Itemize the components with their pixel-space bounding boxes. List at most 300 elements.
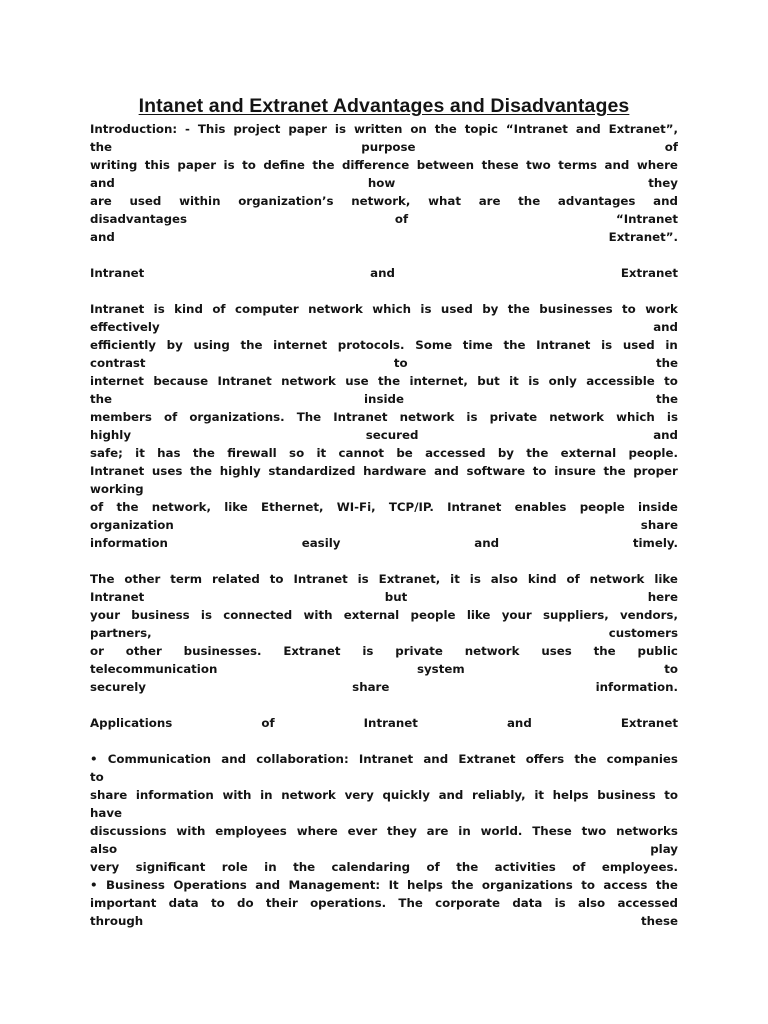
word: very [90, 860, 120, 874]
word: accessed [617, 896, 678, 910]
word: Intranet [358, 752, 414, 766]
word: networks [616, 824, 678, 838]
word: two [581, 824, 607, 838]
word: Business [106, 878, 165, 892]
word: Intranet [536, 338, 591, 352]
word: also [90, 842, 118, 856]
text-line [90, 498, 678, 516]
word: term [170, 572, 203, 586]
word: inside [364, 392, 404, 406]
word: advantages [557, 194, 636, 208]
word: the [603, 464, 626, 478]
word: Intranet [90, 590, 145, 604]
word: network [308, 302, 363, 316]
word: The [296, 410, 322, 424]
word: of [163, 410, 178, 424]
word: ever [347, 824, 378, 838]
word: reliably, [472, 788, 526, 802]
text-line [90, 120, 678, 138]
text-line [90, 588, 678, 606]
word: other [125, 644, 162, 658]
word: where [296, 824, 338, 838]
word: offers [525, 752, 565, 766]
word: organization’s [238, 194, 334, 208]
word: highly [219, 464, 261, 478]
word: is [666, 410, 678, 424]
text-line [90, 336, 678, 354]
word: protocols. [337, 338, 405, 352]
word: it [135, 446, 145, 460]
document-page [90, 94, 678, 930]
word: Extranet”, [608, 122, 678, 136]
word: is [334, 122, 346, 136]
word: securely [90, 680, 146, 694]
word: employees [215, 824, 287, 838]
word: are [90, 194, 112, 208]
word: public [637, 644, 678, 658]
word: Ethernet, [261, 500, 324, 514]
word: of [394, 212, 409, 226]
word: but [477, 374, 500, 388]
word: connected [223, 608, 293, 622]
text-line [90, 462, 678, 480]
word: to [393, 356, 408, 370]
word: which [616, 410, 655, 424]
word: network [464, 644, 520, 658]
word: network, [151, 500, 211, 514]
word: writing [90, 158, 138, 172]
word: so [289, 446, 305, 460]
text-line [90, 516, 678, 534]
word: Intranet [217, 374, 272, 388]
word: between [416, 158, 475, 172]
word: with [176, 824, 206, 838]
word: the [451, 878, 474, 892]
word: and [255, 878, 281, 892]
text-line [90, 822, 678, 840]
word: Intranet [333, 410, 388, 424]
word: used [622, 338, 655, 352]
word: of [90, 500, 104, 514]
word: used [129, 194, 162, 208]
word: the [456, 860, 479, 874]
word: partners, [90, 626, 152, 640]
word: private [489, 410, 538, 424]
word: or [90, 644, 104, 658]
text-line [90, 318, 678, 336]
word: organizations [481, 878, 573, 892]
word: the [655, 356, 678, 370]
word: the [526, 446, 549, 460]
word: people [579, 500, 625, 514]
word: • [90, 752, 98, 766]
word: is [223, 158, 235, 172]
word: accessed [425, 446, 486, 460]
word: WI-Fi, [336, 500, 376, 514]
word: data [512, 896, 543, 910]
word: uses [151, 464, 183, 478]
word: significant [135, 860, 206, 874]
word: easily [301, 536, 341, 550]
word: information [135, 788, 214, 802]
text-line [90, 660, 678, 678]
word: the [192, 446, 215, 460]
word: enables [514, 500, 567, 514]
word: they [648, 176, 678, 190]
text-line [90, 210, 678, 228]
word: businesses [539, 302, 613, 316]
text-line [90, 750, 678, 768]
word: and [90, 230, 115, 244]
word: is [362, 644, 374, 658]
word: business [131, 608, 190, 622]
word: is [153, 302, 165, 316]
word: the [293, 860, 316, 874]
word: Extranet”. [608, 230, 678, 244]
word: important [90, 896, 157, 910]
blank-line [90, 696, 678, 714]
word: and [434, 464, 459, 478]
word: access [603, 878, 648, 892]
word: to [581, 878, 595, 892]
word: where [636, 158, 678, 172]
blank-line [90, 732, 678, 750]
word: the [190, 464, 213, 478]
word: insure [554, 464, 596, 478]
word: to [269, 572, 284, 586]
word: organization [90, 518, 174, 532]
word: like [224, 500, 248, 514]
text-line [90, 786, 678, 804]
word: which [372, 302, 411, 316]
word: paper [288, 122, 327, 136]
word: to [664, 788, 678, 802]
word: Intranet [293, 572, 348, 586]
text-line: to [90, 770, 104, 784]
word: network [281, 374, 336, 388]
word: the [503, 338, 526, 352]
word: work [645, 302, 678, 316]
word: paper [177, 158, 217, 172]
word: how [367, 176, 396, 190]
word: disadvantages [90, 212, 188, 226]
word: firewall [227, 446, 277, 460]
word: “Intranet [505, 122, 568, 136]
word: by [482, 302, 499, 316]
word: also [578, 896, 606, 910]
word: on [410, 122, 427, 136]
word: these [640, 914, 678, 928]
word: and [506, 716, 532, 730]
word: time [462, 338, 493, 352]
text-line [90, 426, 678, 444]
word: are [426, 824, 449, 838]
word: to [210, 896, 225, 910]
text-line [90, 264, 678, 282]
word: it [450, 572, 460, 586]
word: has [157, 446, 181, 460]
word: companies [606, 752, 678, 766]
word: These [532, 824, 572, 838]
word: the [518, 194, 541, 208]
blank-line [90, 246, 678, 264]
word: computer [235, 302, 299, 316]
word: of [664, 140, 678, 154]
document-body [90, 120, 678, 930]
word: within [179, 194, 221, 208]
word: of [212, 302, 226, 316]
word: topic [464, 122, 498, 136]
word: collaboration: [256, 752, 349, 766]
word: quickly [382, 788, 430, 802]
word: suppliers, [542, 608, 609, 622]
word: timely. [632, 536, 678, 550]
word: Operations [173, 878, 247, 892]
word: is [528, 374, 540, 388]
word: uses [541, 644, 572, 658]
text-line [90, 624, 678, 642]
text-line [90, 156, 678, 174]
word: Extranet [458, 752, 516, 766]
word: other [124, 572, 161, 586]
word: cannot [338, 446, 384, 460]
word: the [434, 122, 457, 136]
text-line [90, 858, 678, 876]
word: what [428, 194, 461, 208]
word: is [601, 338, 613, 352]
word: internet [90, 374, 144, 388]
word: to [622, 302, 636, 316]
word: your [90, 608, 121, 622]
word: also [490, 572, 518, 586]
blank-line [90, 282, 678, 300]
text-line [90, 444, 678, 462]
text-line [90, 372, 678, 390]
word: and [90, 176, 115, 190]
word: and [474, 536, 500, 550]
word: people. [628, 446, 678, 460]
word: The [398, 896, 423, 910]
text-line [90, 642, 678, 660]
word: hardware [363, 464, 427, 478]
word: network [399, 410, 455, 424]
word: through [90, 914, 144, 928]
word: using [193, 338, 230, 352]
word: data [168, 896, 199, 910]
word: contrast [90, 356, 146, 370]
word: the [574, 752, 597, 766]
word: proper [633, 464, 678, 478]
word: in [260, 788, 273, 802]
word: and [653, 320, 678, 334]
word: it [534, 788, 544, 802]
word: “Intranet [616, 212, 678, 226]
word: corporate [435, 896, 501, 910]
word: businesses. [183, 644, 262, 658]
word: by [166, 338, 183, 352]
word: customers [608, 626, 678, 640]
word: the [240, 338, 263, 352]
word: share [352, 680, 390, 694]
word: operations. [310, 896, 387, 910]
word: play [650, 842, 678, 856]
word: the [90, 392, 113, 406]
word: The [90, 572, 115, 586]
text-line [90, 228, 678, 246]
word: safe; [90, 446, 123, 460]
word: to [242, 158, 256, 172]
word: system [416, 662, 465, 676]
word: members [90, 410, 152, 424]
word: of [426, 860, 440, 874]
word: business [597, 788, 656, 802]
word: secured [365, 428, 419, 442]
word: Communication [107, 752, 212, 766]
word: Some [415, 338, 453, 352]
word: network, [351, 194, 411, 208]
word: like [654, 572, 678, 586]
word: be [396, 446, 413, 460]
text-line [90, 876, 678, 894]
word: Introduction: [90, 122, 178, 136]
document-title: Intanet and Extranet Advantages and Disadvantages [138, 95, 630, 117]
word: of [261, 716, 275, 730]
word: of [572, 860, 586, 874]
word: project [233, 122, 281, 136]
word: difference [341, 158, 410, 172]
word: with [222, 788, 252, 802]
word: highly [90, 428, 132, 442]
word: world. [480, 824, 523, 838]
word: and [370, 266, 395, 280]
word: Extranet [620, 266, 678, 280]
text-line [90, 570, 678, 588]
word: kind [527, 572, 557, 586]
word: external [343, 608, 400, 622]
word: share [90, 788, 128, 802]
word: This [197, 122, 226, 136]
word: Management: [288, 878, 381, 892]
word: It [388, 878, 399, 892]
word: and [221, 752, 247, 766]
word: is [420, 302, 432, 316]
text-line [90, 300, 678, 318]
word: terms [558, 158, 598, 172]
text-line: working [90, 482, 144, 496]
word: discussions [90, 824, 167, 838]
word: purpose [361, 140, 416, 154]
blank-line [90, 552, 678, 570]
word: Extranet, [378, 572, 441, 586]
text-line [90, 894, 678, 912]
word: it [509, 374, 519, 388]
word: related [211, 572, 260, 586]
word: information. [595, 680, 678, 694]
word: the [312, 158, 335, 172]
text-line [90, 138, 678, 156]
word: private [395, 644, 443, 658]
word: are [478, 194, 501, 208]
word: efficiently [90, 338, 156, 352]
word: employees. [601, 860, 678, 874]
word: and [653, 428, 678, 442]
text-line [90, 678, 678, 696]
word: Intranet [363, 716, 418, 730]
text-line [90, 714, 678, 732]
word: software [466, 464, 526, 478]
word: of [566, 572, 580, 586]
word: Applications [90, 716, 173, 730]
word: to [664, 374, 678, 388]
word: kind [174, 302, 203, 316]
word: in [264, 860, 277, 874]
word: TCP/IP. [388, 500, 434, 514]
word: telecommunication [90, 662, 218, 676]
word: vendors, [619, 608, 678, 622]
word: this [144, 158, 170, 172]
word: these [481, 158, 519, 172]
word: standardized [268, 464, 356, 478]
text-line [90, 408, 678, 426]
word: the [507, 302, 530, 316]
word: used [440, 302, 473, 316]
word: with [303, 608, 333, 622]
word: external [560, 446, 617, 460]
word: Extranet [620, 716, 678, 730]
word: network [549, 410, 604, 424]
word: internet [273, 338, 328, 352]
word: activities [494, 860, 556, 874]
word: in [458, 824, 471, 838]
word: use [345, 374, 369, 388]
word: here [647, 590, 678, 604]
word: people [410, 608, 456, 622]
word: Extranet [283, 644, 341, 658]
word: • [90, 878, 98, 892]
word: network [281, 788, 336, 802]
text-line [90, 534, 678, 552]
word: to [532, 464, 547, 478]
word: define [263, 158, 305, 172]
word: internet, [409, 374, 468, 388]
text-line [90, 192, 678, 210]
word: written [353, 122, 403, 136]
word: to [664, 662, 678, 676]
word: the [655, 392, 678, 406]
word: accessible [586, 374, 655, 388]
word: is [200, 608, 212, 622]
word: the [655, 878, 678, 892]
word: role [221, 860, 248, 874]
word: is [554, 896, 566, 910]
word: helps [407, 878, 443, 892]
text-line: have [90, 806, 123, 820]
word: they [387, 824, 417, 838]
text-line [90, 174, 678, 192]
word: calendaring [331, 860, 411, 874]
text-line [90, 912, 678, 930]
word: your [501, 608, 532, 622]
text-line [90, 354, 678, 372]
word: inside [637, 500, 678, 514]
word: two [526, 158, 551, 172]
word: their [265, 896, 298, 910]
word: - [185, 122, 190, 136]
word: helps [552, 788, 589, 802]
word: network [589, 572, 645, 586]
word: because [153, 374, 209, 388]
word: do [237, 896, 254, 910]
